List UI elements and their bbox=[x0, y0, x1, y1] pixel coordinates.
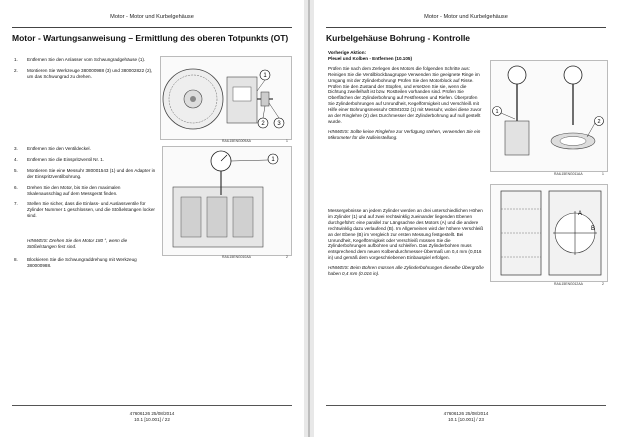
callout-b: B bbox=[591, 226, 596, 232]
callout-1: 1 bbox=[271, 157, 275, 163]
figure-number: 1 bbox=[602, 172, 604, 176]
cylinder-section-illustration bbox=[491, 185, 607, 281]
step-8: 8. Blockieren Sie die Schwungraddrehung mit Werkzeug 380000988. bbox=[14, 257, 137, 268]
flywheel-illustration bbox=[161, 57, 291, 139]
figure-number: 1 bbox=[286, 139, 288, 143]
step-2: 2. Montieren Sie Werkzeuge 380000988 (3) und 380002822 (2), um das Schwungrad zu drehen. bbox=[14, 67, 153, 79]
hinweis-note-2: HINWEIS: Beim Bohren müssen alle Zylinderbohrungen dieselbe Übergröße haben 0,4 mm (0.016 in). bbox=[328, 265, 484, 277]
prior-action-label: Vorherige Aktion: bbox=[328, 50, 367, 55]
body-text-block-2 bbox=[328, 208, 484, 281]
callout-2: 2 bbox=[597, 119, 601, 125]
figure-caption: RAIL15ENG012AA bbox=[554, 282, 583, 286]
step-7: 7. Stellen Sie sicher, dass die Einlass- und Auslassventile für Zylinder Nummer 1 geschlossen, und die Stößelstangen locker sind. bbox=[14, 201, 155, 219]
step-6: 6. Drehen Sie den Motor, bis Sie den maximalen Skalenausschlag auf dem Messgerät finden. bbox=[14, 184, 121, 196]
bore-gauge-figure bbox=[490, 60, 608, 172]
right-page bbox=[314, 0, 618, 437]
footer-rule bbox=[12, 405, 292, 406]
measurement-paragraph: Messergebnisse an jedem Zylinder werden an drei unterschiedlichen Höhen im Zylinder (1) und auf zwei rechtwinklig zueinander liegenden Ebenen durchgeführt: eine parallel zur Längsachse des Motors (A) und die andere rechtwinklig dazu verlaufend (B). Im Allgemeinen wird der höhere Verschleiß an der Ebene (B) im Vergleich zur ersten Messung festgestellt. Bei Unrundheit, Kegelförmigkeit oder Verschleiß müssen Sie die Zylinderbohrungen aufbohren und schleifen. Das Zylinderbohren muss entsprechend dem neuen Kolbendurchmesser-Übermaß um 0,4 mm (0,016 in) und gemäß dem vorgeschriebenen Einbauspiel erfolgen. bbox=[328, 208, 484, 261]
bore-gauge-illustration bbox=[491, 61, 607, 171]
page-footer bbox=[0, 411, 304, 423]
figure-caption: RAIL15ENG011AA bbox=[554, 172, 583, 176]
figure-number: 2 bbox=[286, 255, 288, 259]
figure-caption: RAIL15ENG009AA bbox=[222, 139, 251, 143]
header-rule bbox=[12, 27, 292, 28]
callout-3: 3 bbox=[277, 121, 281, 127]
callout-1: 1 bbox=[263, 73, 267, 79]
hinweis-note-1: HINWEIS: Sollte keine Ringlehre zur Verfügung stehen, verwenden Sie ein Mikrometer für die Nulleinstellung. bbox=[328, 128, 481, 140]
left-page bbox=[0, 0, 304, 437]
running-head: Motor - Motor und Kurbelgehäuse bbox=[424, 14, 508, 20]
page-footer bbox=[314, 411, 618, 423]
cylinder-section-figure bbox=[490, 184, 608, 282]
figure-number: 2 bbox=[602, 282, 604, 286]
step-3: 3. Entfernen Sie den Ventildeckel. bbox=[14, 146, 91, 151]
steps-group-3 bbox=[14, 257, 156, 274]
callout-2: 2 bbox=[261, 121, 265, 127]
prior-action: Pleuel und Kolben - Entfernen (10.105) bbox=[328, 55, 412, 61]
steps-group-1 bbox=[14, 57, 156, 85]
callout-1: 1 bbox=[495, 109, 499, 115]
hinweis-note: HINWEIS: Drehen Sie den Motor 180 °, wenn die Stößelstangen fest sind. bbox=[27, 238, 128, 249]
footer-page-number: 10.1 [10.001] / 23 bbox=[448, 417, 484, 423]
callout-a: A bbox=[578, 211, 583, 217]
step-4: 4. Entfernen Sie die Einspritzventil Nr. 1. bbox=[14, 156, 105, 162]
page-title: Kurbelgehäuse Bohrung - Kontrolle bbox=[326, 33, 471, 43]
dial-gauge-figure bbox=[162, 146, 292, 256]
instructions-paragraph: Prüfen Sie nach dem Zerlegen des Motors die folgenden Schritte aus: Reinigen Sie die Ventilblockbaugruppe Verwenden Sie geeignete Ringe im Umgang mit der Zylinderbohrung! Prüfen Sie den Motorblock auf Risse. Prüfen Sie den Zustand der Stopfen, und ersetzen Sie sie, wenn die Dichtung zweifelhaft ist bzw. Rostteilen vorhanden sind. Prüfen Sie Oberflächen der Zylinderbohrung auf Festfressen und Riefen. Überprüfen Sie Zylinderbohrungen auf Unrundheit, Kegelförmigkeit und Verschleiß mit Hilfe einer Bohrungsmessuhr OEM1032 (1) mit Messuhr, wobei diese zuvor an der Ringlehre (2) des Durchmesser der Zylinderbohrung auf null gestellt wurde. bbox=[328, 65, 482, 124]
running-head: Motor - Motor und Kurbelgehäuse bbox=[110, 14, 194, 20]
footer-rule bbox=[326, 405, 606, 406]
flywheel-figure bbox=[160, 56, 292, 140]
step-1: 1. Entfernen Sie den Anlasser vom Schwungradgehäuse (1). bbox=[14, 57, 146, 62]
footer-page-number: 10.1 [10.001] / 22 bbox=[134, 417, 170, 423]
page-title: Motor - Wartungsanweisung – Ermittlung des oberen Totpunkts (OT) bbox=[12, 33, 289, 43]
footer-doc-number: 47606126 25/08/2014 bbox=[129, 411, 175, 416]
body-text-block-1 bbox=[328, 50, 484, 145]
figure-caption: RAIL15ENG010AA bbox=[222, 255, 251, 259]
header-rule bbox=[326, 27, 606, 28]
footer-doc-number: 47606126 25/08/2014 bbox=[443, 411, 489, 416]
steps-group-2 bbox=[14, 146, 156, 224]
step-5: 5. Montieren Sie eine Messuhr 380001543 (1) und den Adapter in der Einspritzventilbohrung. bbox=[14, 167, 156, 179]
spine-gutter bbox=[304, 0, 314, 437]
dial-gauge-illustration bbox=[163, 147, 291, 255]
